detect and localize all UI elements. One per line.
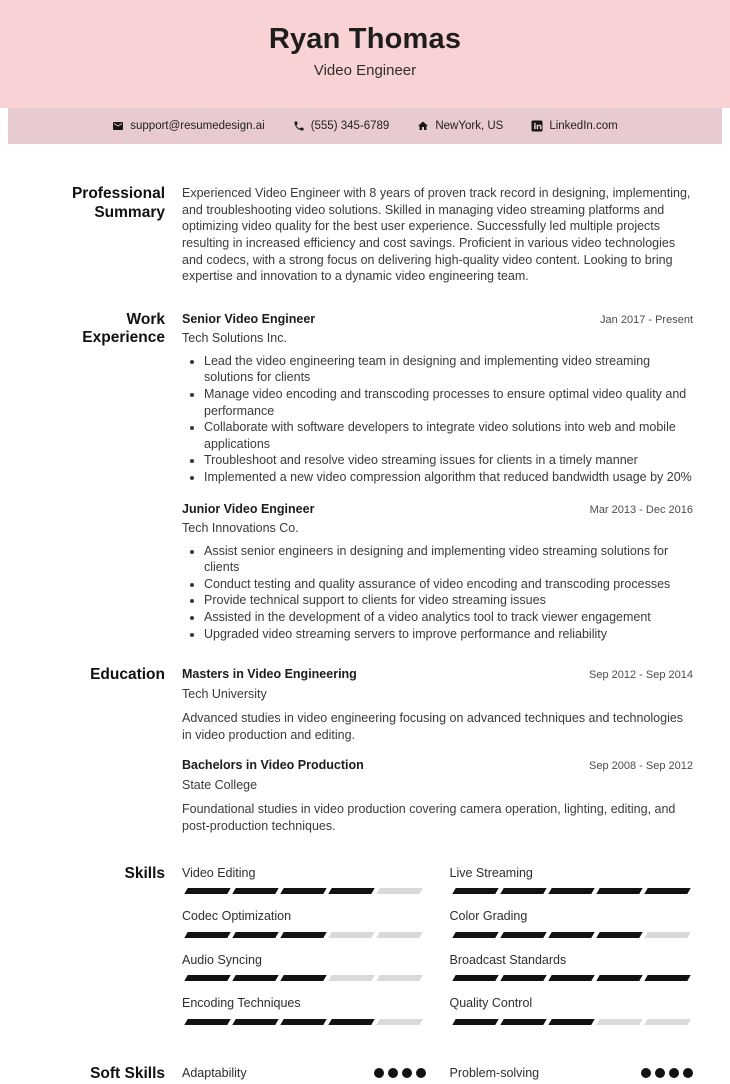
skill-bar-segment xyxy=(184,888,231,894)
skill-bar-segment xyxy=(280,1019,327,1025)
rating-dot xyxy=(416,1068,426,1078)
job-bullet: • Collaborate with software developers to integrate video solutions into web and mobile applications xyxy=(204,419,693,452)
job-bullet: • Conduct testing and quality assurance of video encoding and transcoding processes xyxy=(204,576,693,593)
rating-dot xyxy=(669,1068,679,1078)
email-icon xyxy=(112,120,124,132)
degree-header xyxy=(182,666,693,682)
contact-bar xyxy=(8,108,722,144)
skill-bar-segment xyxy=(280,975,327,981)
skill-bar-segment xyxy=(500,1019,547,1025)
rating-dot xyxy=(683,1068,693,1078)
soft-skill-name: Adaptability xyxy=(182,1065,247,1080)
skill-level-bar xyxy=(182,1019,426,1025)
contact-linkedin-text: LinkedIn.com xyxy=(549,120,618,132)
skill-item xyxy=(450,908,694,938)
section-skills xyxy=(0,865,693,1040)
section-heading-work-experience: Work Experience xyxy=(82,310,165,347)
resume-header xyxy=(0,0,730,108)
degree-entry-masters xyxy=(182,666,693,743)
skill-name: Audio Syncing xyxy=(182,952,262,967)
skill-bar-segment xyxy=(596,975,643,981)
section-heading-professional-summary: Professional Summary xyxy=(71,185,165,221)
skill-name: Codec Optimization xyxy=(182,909,292,924)
contact-email xyxy=(112,120,264,132)
skill-bar-segment xyxy=(596,888,643,894)
job-company: Tech Innovations Co. xyxy=(182,520,299,535)
linkedin-icon xyxy=(531,120,543,132)
skill-item xyxy=(182,952,426,982)
skill-name: Color Grading xyxy=(449,909,528,924)
soft-skill-item xyxy=(182,1065,426,1081)
skill-bar-segment xyxy=(329,932,376,938)
section-professional-summary xyxy=(0,185,693,285)
skill-bar-segment xyxy=(280,888,327,894)
job-bullet: • Upgraded video streaming servers to improve performance and reliability xyxy=(204,626,693,643)
skill-name: Encoding Techniques xyxy=(182,996,301,1011)
contact-email-text: support@resumedesign.ai xyxy=(130,120,265,132)
rating-dot xyxy=(402,1068,412,1078)
degree-title: Masters in Video Engineering xyxy=(182,667,357,682)
skill-level-bar xyxy=(450,888,694,894)
job-title: Senior Video Engineer xyxy=(182,311,316,326)
degree-header xyxy=(182,757,693,773)
skill-bar-segment xyxy=(232,932,279,938)
job-entry-senior xyxy=(182,311,693,486)
home-icon xyxy=(417,120,429,132)
skill-level-bar xyxy=(182,975,426,981)
skill-level-bar xyxy=(450,1019,694,1025)
skill-bar-segment xyxy=(644,1019,691,1025)
skill-bar-segment xyxy=(232,975,279,981)
skill-bar-segment xyxy=(184,1019,231,1025)
degree-description: Advanced studies in video engineering focusing on advanced techniques and technologies in video production and editing. xyxy=(182,711,684,742)
skill-bar-segment xyxy=(644,932,691,938)
job-title: Junior Video Engineer xyxy=(182,501,315,516)
skill-bar-segment xyxy=(500,888,547,894)
skill-bar-segment xyxy=(377,1019,424,1025)
skill-bar-segment xyxy=(452,1019,499,1025)
skill-bar-segment xyxy=(184,975,231,981)
skills-grid xyxy=(182,865,693,1040)
job-header xyxy=(182,311,693,327)
job-bullet-list xyxy=(182,543,693,643)
skill-bar-segment xyxy=(644,888,691,894)
skill-bar-segment xyxy=(329,975,376,981)
job-company: Tech Solutions Inc. xyxy=(182,331,287,345)
contact-phone xyxy=(293,120,390,132)
resume-body xyxy=(0,185,730,1084)
skill-item xyxy=(182,995,426,1025)
skill-item xyxy=(182,908,426,938)
summary-text: Experienced Video Engineer with 8 years of proven track record in designing, implementing, and troubleshooting video solutions. Skilled in managing video streaming platforms and optimizing video quality for the best user experience. Successfully led multiple projects resulting in increased efficiency and cost savings. Proficient in various video technologies and codecs, with a strong focus on delivering high-quality video content. Looking to bring expertise and innovation to a dynamic video engineering team. xyxy=(182,186,691,284)
skill-level-bar xyxy=(182,932,426,938)
degree-school: Tech University xyxy=(182,686,267,701)
skills-column-left xyxy=(182,865,426,1040)
skill-level-bar xyxy=(182,888,426,894)
skill-item xyxy=(450,995,694,1025)
skill-name: Live Streaming xyxy=(449,865,533,880)
skill-bar-segment xyxy=(596,932,643,938)
rating-dot xyxy=(641,1068,651,1078)
degree-description: Foundational studies in video production covering camera operation, lighting, editing, and post-production techniques. xyxy=(182,802,676,833)
job-bullet: • Assisted in the development of a video analytics tool to track viewer engagement xyxy=(204,609,693,626)
skill-name: Video Editing xyxy=(182,865,256,880)
job-entry-junior xyxy=(182,501,693,643)
job-bullet: • Troubleshoot and resolve video streaming issues for clients in a timely manner xyxy=(204,452,693,469)
contact-phone-text: (555) 345-6789 xyxy=(310,120,390,132)
rating-dot xyxy=(374,1068,384,1078)
skill-item xyxy=(450,952,694,982)
job-dates: Mar 2013 - Dec 2016 xyxy=(589,503,693,516)
soft-skill-item xyxy=(450,1065,694,1081)
skill-bar-segment xyxy=(329,888,376,894)
skill-bar-segment xyxy=(644,975,691,981)
skill-bar-segment xyxy=(452,975,499,981)
skill-bar-segment xyxy=(596,1019,643,1025)
soft-skills-column-right xyxy=(450,1065,694,1081)
section-soft-skills xyxy=(0,1065,693,1084)
skill-bar-segment xyxy=(548,975,595,981)
job-bullet: • Manage video encoding and transcoding processes to ensure optimal video quality and performance xyxy=(204,386,693,419)
job-bullet-list xyxy=(182,353,693,486)
skill-level-bar xyxy=(450,975,694,981)
soft-skills-grid xyxy=(182,1065,693,1081)
skill-item xyxy=(182,865,426,895)
skill-name: Quality Control xyxy=(449,996,533,1011)
soft-skill-rating xyxy=(641,1068,693,1078)
degree-entry-bachelors xyxy=(182,757,693,834)
skill-bar-segment xyxy=(377,975,424,981)
skill-bar-segment xyxy=(377,888,424,894)
rating-dot xyxy=(388,1068,398,1078)
skill-bar-segment xyxy=(232,888,279,894)
degree-dates: Sep 2008 - Sep 2012 xyxy=(589,760,693,773)
section-heading-education: Education xyxy=(90,666,165,684)
skill-bar-segment xyxy=(184,932,231,938)
contact-location-text: NewYork, US xyxy=(435,120,504,132)
skill-bar-segment xyxy=(232,1019,279,1025)
skill-bar-segment xyxy=(548,932,595,938)
degree-title: Bachelors in Video Production xyxy=(182,758,364,773)
section-heading-soft-skills: Soft Skills xyxy=(90,1065,165,1082)
skill-bar-segment xyxy=(548,888,595,894)
skill-bar-segment xyxy=(452,932,499,938)
job-bullet: • Lead the video engineering team in designing and implementing video streaming solutions for clients xyxy=(204,353,693,386)
skill-bar-segment xyxy=(452,888,499,894)
soft-skills-column-left xyxy=(182,1065,426,1081)
section-education xyxy=(0,666,693,834)
degree-school: State College xyxy=(182,777,258,792)
job-bullet: • Assist senior engineers in designing and implementing video streaming solutions for clients xyxy=(204,543,693,576)
candidate-job-title: Video Engineer xyxy=(313,61,417,79)
degree-dates: Sep 2012 - Sep 2014 xyxy=(589,669,693,682)
job-dates: Jan 2017 - Present xyxy=(600,313,693,326)
contact-location xyxy=(417,120,503,132)
soft-skill-name: Problem-solving xyxy=(449,1065,540,1080)
skill-level-bar xyxy=(450,932,694,938)
skill-bar-segment xyxy=(500,975,547,981)
phone-icon xyxy=(293,120,305,132)
section-heading-skills: Skills xyxy=(124,864,165,882)
skill-bar-segment xyxy=(500,932,547,938)
skill-bar-segment xyxy=(280,932,327,938)
job-header xyxy=(182,501,693,517)
skill-item xyxy=(450,865,694,895)
job-bullet: • Implemented a new video compression algorithm that reduced bandwidth usage by 20% xyxy=(204,469,693,486)
skill-name: Broadcast Standards xyxy=(449,952,567,967)
job-bullet: • Provide technical support to clients for video streaming issues xyxy=(204,592,693,609)
rating-dot xyxy=(655,1068,665,1078)
skill-bar-segment xyxy=(548,1019,595,1025)
skills-column-right xyxy=(450,865,694,1040)
skill-bar-segment xyxy=(377,932,424,938)
candidate-name: Ryan Thomas xyxy=(268,23,462,55)
soft-skill-rating xyxy=(374,1068,426,1078)
section-work-experience xyxy=(0,311,693,643)
contact-linkedin xyxy=(531,120,617,132)
skill-bar-segment xyxy=(329,1019,376,1025)
